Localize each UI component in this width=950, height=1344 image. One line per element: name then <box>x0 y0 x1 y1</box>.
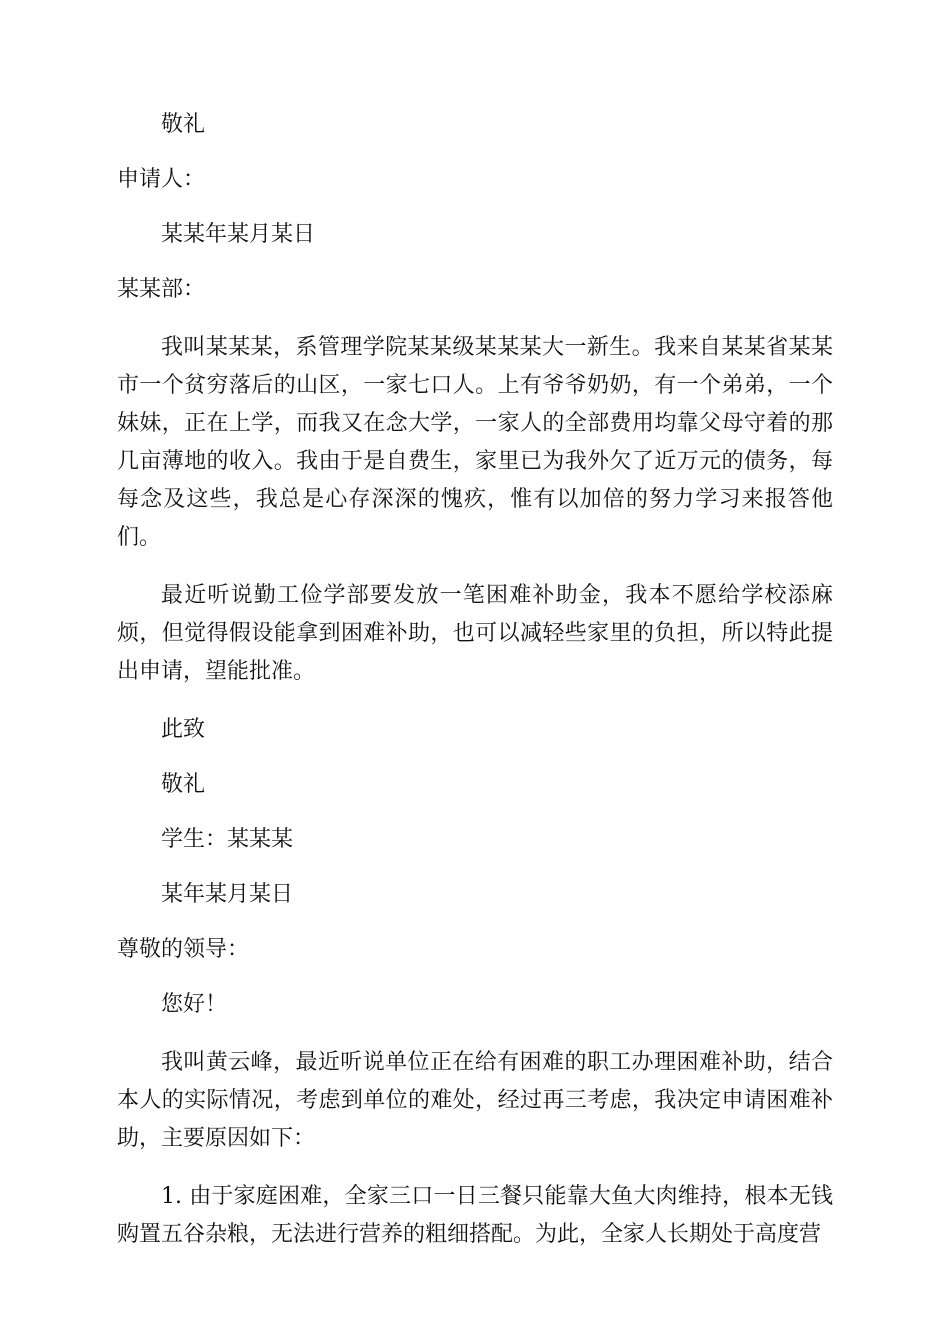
document-body <box>117 106 833 1254</box>
applicant-label: 申请人： <box>117 167 206 192</box>
date-line: 某年某月某日 <box>161 882 294 907</box>
list-item-paragraph: 1. 由于家庭困难，全家三口一日三餐只能靠大鱼大肉维持，根本无钱购置五谷杂粮，无法进行营养的粗细搭配。为此，全家人长期处于高度营 <box>117 1184 833 1247</box>
body-paragraph: 最近听说勤工俭学部要发放一笔困难补助金，我本不愿给学校添麻烦，但觉得假设能拿到困难补助，也可以减轻些家里的负担，所以特此提出申请，望能批准。 <box>117 583 833 684</box>
closing-cizhi: 此致 <box>161 717 206 742</box>
student-signature: 学生：某某某 <box>161 827 294 852</box>
closing-regards: 敬礼 <box>161 772 206 797</box>
date-line: 某某年某月某日 <box>161 222 316 247</box>
salutation-dept: 某某部： <box>117 277 206 302</box>
body-paragraph: 我叫某某某，系管理学院某某级某某某大一新生。我来自某某省某某市一个贫穷落后的山区，一家七口人。上有爷爷奶奶，有一个弟弟，一个妹妹，正在上学，而我又在念大学，一家人的全部费用均靠父母守着的那几亩薄地的收入。我由于是自费生，家里已为我外欠了近万元的债务，每每念及这些，我总是心存深深的愧疚，惟有以加倍的努力学习来报答他们。 <box>117 335 833 550</box>
salutation-leader: 尊敬的领导： <box>117 937 250 962</box>
closing-regards: 敬礼 <box>161 112 206 137</box>
greeting: 您好！ <box>161 992 228 1017</box>
body-paragraph: 我叫黄云峰，最近听说单位正在给有困难的职工办理困难补助，结合本人的实际情况，考虑到单位的难处，经过再三考虑，我决定申请困难补助，主要原因如下： <box>117 1050 833 1151</box>
